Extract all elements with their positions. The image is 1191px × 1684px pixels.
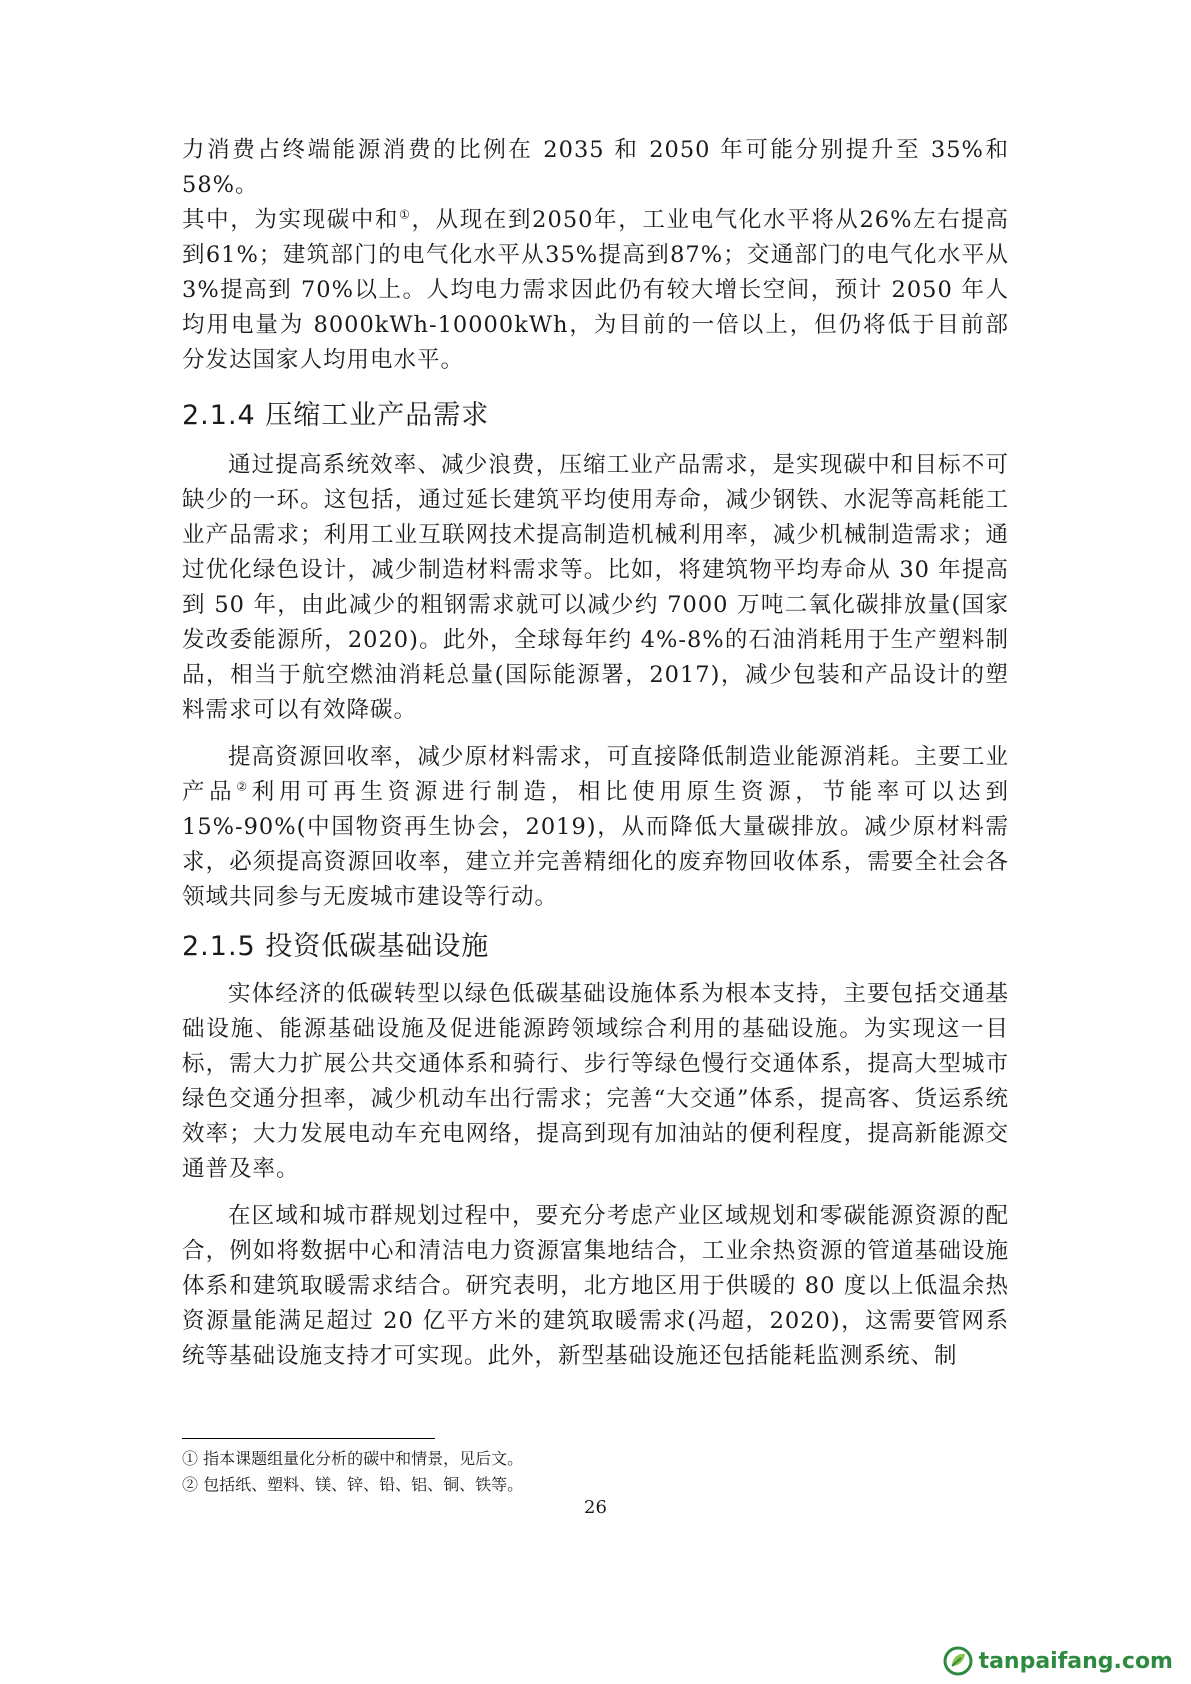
paragraph-industrial-demand: 通过提高系统效率、减少浪费，压缩工业产品需求，是实现碳中和目标不可缺少的一环。这包括，通过延长建筑平均使用寿命，减少钢铁、水泥等高耗能工业产品需求；利用工业互联网技术提高制造机械利用率，减少机械制造需求；通过优化绿色设计，减少制造材料需求等。比如，将建筑物平均寿命从 30 年提高到 50 年，由此减少的粗钢需求就可以减少约 7000 万吨二氧化碳排放量(国家发改委能源所，2020)。此外，全球每年约 4%-8%的石油消耗用于生产塑料制品，相当于航空燃油消耗总量(国际能源署，2017)，减少包装和产品设计的塑料需求可以有效降碳。 [182,452,1009,723]
leaf-logo-icon [943,1646,973,1676]
section-heading-2-1-4: 2.1.4 压缩工业产品需求 [182,400,490,431]
page-number: 26 [584,1497,607,1518]
paragraph-resource-recycling: 提高资源回收率，减少原材料需求，可直接降低制造业能源消耗。主要工业产品②利用可再生资源进行制造，相比使用原生资源，节能率可以达到 15%-90%(中国物资再生协会，2019)，从而降低大量碳排放。减少原材料需求，必须提高资源回收率，建立并完善精细化的废弃物回收体系，需要全社会各领域共同参与无废城市建设等行动。 [182,744,1009,910]
watermark[interactable] [943,1646,1173,1676]
footnote-1: ① 指本课题组量化分析的碳中和情景，见后文。 [182,1449,524,1468]
page-body [182,0,1009,1374]
footnote-divider [182,1438,435,1439]
section-heading-2-1-5: 2.1.5 投资低碳基础设施 [182,931,490,962]
paragraph-electricity-share: 力消费占终端能源消费的比例在 2035 和 2050 年可能分别提升至 35%和 58%。 [182,137,1009,198]
footnote-ref-2[interactable]: ② [236,779,252,794]
paragraph-regional-planning: 在区域和城市群规划过程中，要充分考虑产业区域规划和零碳能源资源的配合，例如将数据中心和清洁电力资源富集地结合，工业余热资源的管道基础设施体系和建筑取暖需求结合。研究表明，北方地区用于供暖的 80 度以上低温余热资源量能满足超过 20 亿平方米的建筑取暖需求(冯超，2020)，这需要管网系统等基础设施支持才可实现。此外，新型基础设施还包括能耗监测系统、制 [182,1203,1009,1369]
watermark-text[interactable]: tanpaifang.com [978,1648,1173,1674]
footnote-ref-1[interactable]: ① [399,207,412,222]
footnotes [182,1446,1002,1498]
paragraph-electrification: 其中，为实现碳中和①，从现在到2050年，工业电气化水平将从26%左右提高到61%；建筑部门的电气化水平从35%提高到87%；交通部门的电气化水平从3%提高到 70%以上。人均电力需求因此仍有较大增长空间，预计 2050 年人均用电量为 8000kWh-10000kWh，为目前的一倍以上，但仍将低于目前部分发达国家人均用电水平。 [182,207,1009,373]
paragraph-low-carbon-infrastructure: 实体经济的低碳转型以绿色低碳基础设施体系为根本支持，主要包括交通基础设施、能源基础设施及促进能源跨领域综合利用的基础设施。为实现这一目标，需大力扩展公共交通体系和骑行、步行等绿色慢行交通体系，提高大型城市绿色交通分担率，减少机动车出行需求；完善“大交通”体系，提高客、货运系统效率；大力发展电动车充电网络，提高到现有加油站的便利程度，提高新能源交通普及率。 [182,981,1009,1182]
footnote-2: ② 包括纸、塑料、镁、锌、铅、铝、铜、铁等。 [182,1475,524,1494]
